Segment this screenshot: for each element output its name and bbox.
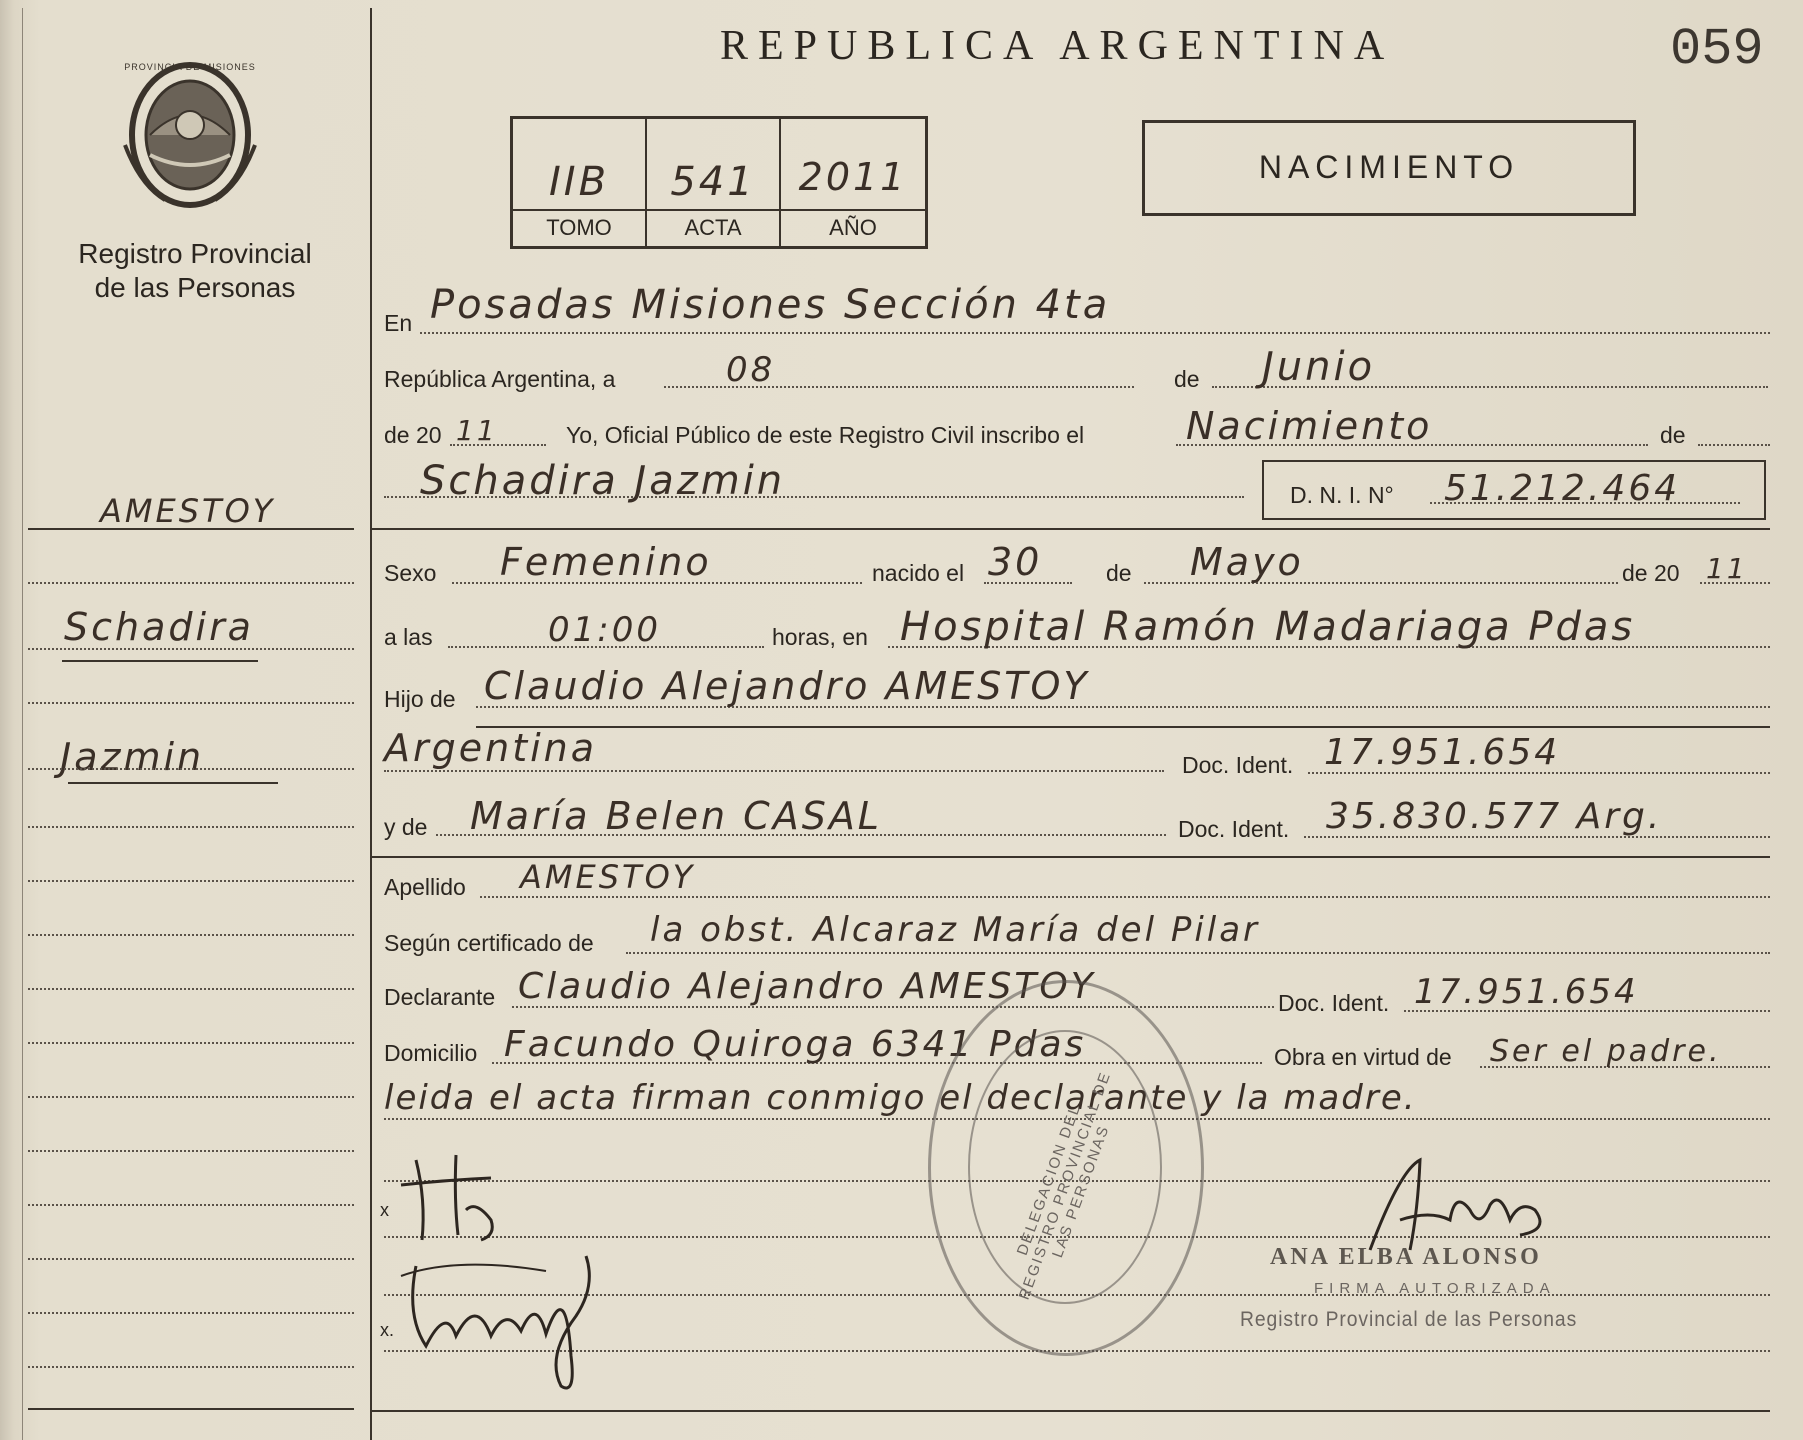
birth-day-value: 30 [988, 540, 1043, 584]
institution-name-line1: Registro Provincial [78, 238, 312, 269]
child-name-value: Schadira Jazmin [420, 458, 786, 504]
closing-text: leida el acta firman conmigo el declarante y la madre. [384, 1078, 1417, 1118]
certificate-value: la obst. Alcaraz María del Pilar [650, 910, 1261, 950]
official-name: ANA ELBA ALONSO [1270, 1244, 1542, 1270]
declarante-label: Declarante [384, 984, 496, 1010]
acta-label: ACTA [684, 215, 742, 240]
en-label: En [384, 310, 413, 336]
dni-box [1262, 460, 1766, 520]
stamp-text: DELEGACION DEL REGISTRO PROVINCIAL DE LAS PERSONAS [1013, 1068, 1115, 1303]
hour-value: 01:00 [548, 610, 661, 650]
birth-year-prefix: de 20 [1622, 560, 1680, 586]
year-suffix: 11 [456, 414, 498, 447]
register-box [510, 116, 928, 249]
surname-value: AMESTOY [520, 858, 696, 896]
anio-value: 2011 [798, 155, 908, 199]
act-type-label: NACIMIENTO [1258, 149, 1520, 185]
father-nationality-value: Argentina [384, 726, 598, 770]
sexo-label: Sexo [384, 560, 437, 586]
left-margin-rule [22, 8, 23, 1440]
segun-label: Según certificado de [384, 930, 594, 956]
day-value: 08 [726, 350, 776, 390]
declarant-doc-label: Doc. Ident. [1278, 990, 1390, 1016]
father-doc-label: Doc. Ident. [1182, 752, 1294, 778]
official-role: FIRMA AUTORIZADA [1314, 1280, 1556, 1297]
domicilio-label: Domicilio [384, 1040, 478, 1066]
republica-label: República Argentina, a [384, 366, 616, 392]
mother-value: María Belen CASAL [470, 794, 882, 838]
margin-second-name: Jazmin [60, 735, 205, 779]
country-title: REPUBLICA ARGENTINA [720, 23, 1395, 69]
nacido-label: nacido el [872, 560, 965, 586]
birth-place-value: Hospital Ramón Madariaga Pdas [900, 604, 1636, 650]
mark-x-mother: x. [380, 1320, 395, 1340]
alas-label: a las [384, 624, 433, 650]
institution-name-line2: de las Personas [94, 272, 296, 303]
birth-month-value: Mayo [1190, 540, 1304, 584]
obra-value: Ser el padre. [1490, 1034, 1722, 1069]
dni-value: 51.212.464 [1444, 468, 1681, 509]
act-type-box [1142, 120, 1636, 216]
mother-doc-value: 35.830.577 Arg. [1326, 796, 1663, 837]
declarant-doc-value: 17.951.654 [1414, 972, 1639, 1012]
father-doc-value: 17.951.654 [1324, 732, 1561, 773]
address-value: Facundo Quiroga 6341 Pdas [504, 1024, 1087, 1065]
de-label-2: de [1660, 422, 1686, 448]
de-label-1: de [1174, 366, 1200, 392]
month-value: Junio [1262, 344, 1376, 390]
father-value: Claudio Alejandro AMESTOY [484, 664, 1090, 708]
emblem-text: PROVINCIA DE MISIONES [124, 62, 256, 72]
yde-label: y de [384, 814, 428, 840]
official-institution: Registro Provincial de las Personas [1240, 1308, 1578, 1331]
misiones-emblem [120, 55, 260, 215]
sexo-value: Femenino [500, 540, 712, 584]
margin-surname: AMESTOY [100, 492, 276, 530]
de-label-3: de [1106, 560, 1132, 586]
mother-signature [396, 1236, 626, 1401]
margin-first-name: Schadira [64, 605, 254, 649]
acta-value: 541 [670, 159, 756, 205]
mother-doc-label: Doc. Ident. [1178, 816, 1290, 842]
year-prefix: de 20 [384, 422, 442, 448]
apellido-label: Apellido [384, 874, 466, 900]
tomo-label: TOMO [546, 215, 612, 240]
declarant-value: Claudio Alejandro AMESTOY [518, 966, 1096, 1007]
inscribo-text: Yo, Oficial Público de este Registro Civil inscribo el [566, 422, 1085, 448]
anio-label: AÑO [829, 215, 877, 240]
hijo-label: Hijo de [384, 686, 456, 712]
dni-label: D. N. I. N° [1290, 482, 1394, 508]
obra-label: Obra en virtud de [1274, 1044, 1452, 1070]
birth-year-suffix: 11 [1706, 552, 1748, 585]
tomo-value: IIB [548, 159, 610, 205]
place-value: Posadas Misiones Sección 4ta [430, 282, 1111, 328]
mark-x-declarant: x [380, 1200, 389, 1220]
column-divider [370, 8, 372, 1440]
folio-number: 059 [1670, 20, 1764, 79]
act-word-value: Nacimiento [1186, 404, 1433, 448]
horas-label: horas, en [772, 624, 868, 650]
